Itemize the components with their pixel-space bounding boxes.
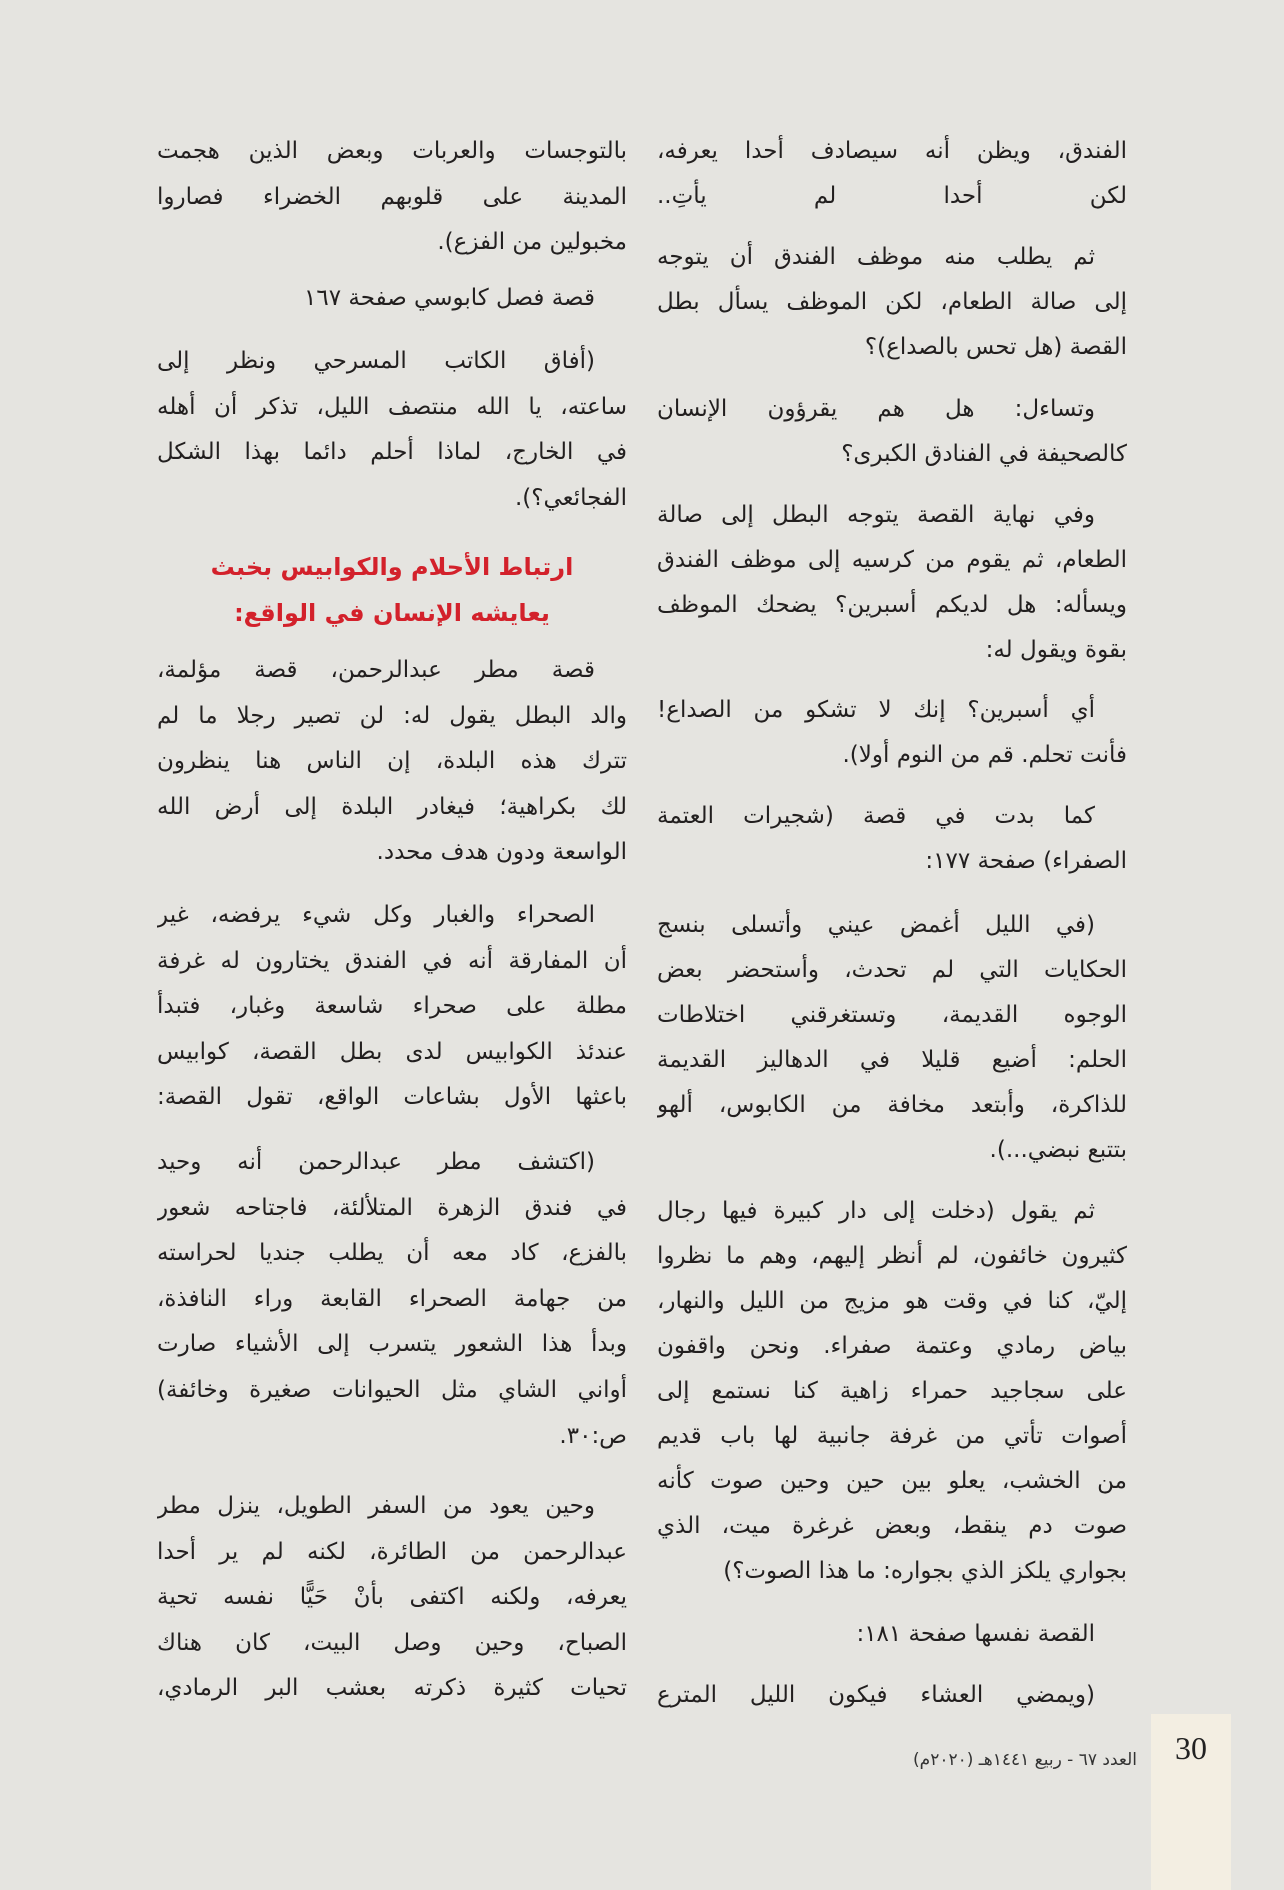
text-line: الحلم: أضيع قليلا في الدهاليز القديمة bbox=[657, 1047, 1127, 1073]
text-line: أواني الشاي مثل الحيوانات صغيرة وخائفة) bbox=[157, 1376, 627, 1403]
text-line: إلى صالة الطعام، لكن الموظف يسأل بطل bbox=[657, 289, 1127, 315]
text-line: في الخارج، لماذا أحلم دائما بهذا الشكل bbox=[157, 439, 627, 466]
paragraph bbox=[657, 129, 1127, 219]
page-number-tab bbox=[1151, 1714, 1231, 1890]
text-line: مخبولين من الفزع). bbox=[437, 229, 627, 256]
text-line: باعثها الأول بشاعات الواقع، تقول القصة: bbox=[157, 1084, 627, 1111]
text-line: الفندق، ويظن أنه سيصادف أحدا يعرفه، bbox=[657, 138, 1127, 164]
text-line: (في الليل أغمض عيني وأتسلى بنسج bbox=[657, 912, 1095, 938]
text-line: من جهامة الصحراء القابعة وراء النافذة، bbox=[157, 1285, 627, 1312]
paragraph bbox=[157, 1140, 627, 1459]
text-line: (اكتشف مطر عبدالرحمن أنه وحيد bbox=[157, 1149, 595, 1175]
text-line: عبدالرحمن من الطائرة، لكنه لم ير أحدا bbox=[157, 1538, 627, 1565]
issue-info: العدد ٦٧ - ربيع ١٤٤١هـ (٢٠٢٠م) bbox=[913, 1750, 1137, 1770]
right-column bbox=[657, 0, 1127, 1730]
text-line: في فندق الزهرة المتلألئة، فاجتاحه شعور bbox=[157, 1194, 627, 1221]
page-number: 30 bbox=[1175, 1730, 1207, 1766]
text-line: (ويمضي العشاء فيكون الليل المترع bbox=[657, 1682, 1095, 1708]
text-line: المدينة على قلوبهم الخضراء فصاروا bbox=[157, 183, 627, 210]
paragraph bbox=[657, 794, 1127, 884]
paragraph bbox=[157, 648, 627, 876]
text-line: تترك هذه البلدة، إن الناس هنا ينظرون bbox=[157, 748, 627, 775]
text-line: من الخشب، يعلو بين حين وحين صوت كأنه bbox=[657, 1468, 1127, 1494]
text-line: قصة فصل كابوسي صفحة ١٦٧ bbox=[304, 285, 595, 311]
paragraph bbox=[657, 1189, 1127, 1594]
text-line: تحيات كثيرة ذكرته بعشب البر الرمادي، bbox=[157, 1675, 627, 1702]
paragraph bbox=[157, 276, 627, 322]
text-line: كما بدت في قصة (شجيرات العتمة bbox=[657, 803, 1095, 829]
text-line: للذاكرة، وأبتعد مخافة من الكابوس، ألهو bbox=[657, 1092, 1127, 1118]
heading-line: ارتباط الأحلام والكوابيس بخبث bbox=[210, 553, 574, 581]
text-line: الصباح، وحين وصل البيت، كان هناك bbox=[157, 1629, 627, 1656]
text-line: كثيرون خائفون، لم أنظر إليهم، وهم ما نظروا bbox=[657, 1243, 1127, 1269]
text-line: الوجوه القديمة، وتستغرقني اختلاطات bbox=[657, 1002, 1127, 1028]
text-line: القصة نفسها صفحة ١٨١: bbox=[856, 1621, 1095, 1647]
text-line: أصوات تأتي من غرفة جانبية لها باب قديم bbox=[657, 1423, 1127, 1449]
text-line: عندئذ الكوابيس لدى بطل القصة، كوابيس bbox=[157, 1038, 627, 1065]
text-line: على سجاجيد حمراء زاهية كنا نستمع إلى bbox=[657, 1378, 1127, 1404]
paragraph bbox=[157, 1484, 627, 1712]
text-line: أن المفارقة أنه في الفندق يختارون له غرفة bbox=[157, 947, 627, 974]
text-line: فأنت تحلم. قم من النوم أولا). bbox=[842, 742, 1127, 768]
text-line: الصفراء) صفحة ١٧٧: bbox=[925, 848, 1127, 874]
text-line: بياض رمادي وعتمة صفراء. ونحن واقفون bbox=[657, 1333, 1127, 1359]
left-column bbox=[157, 0, 627, 1730]
heading-line: يعايشه الإنسان في الواقع: bbox=[234, 599, 550, 627]
text-line: بالتوجسات والعربات وبعض الذين هجمت bbox=[157, 138, 627, 164]
paragraph bbox=[657, 903, 1127, 1173]
text-line: لكن أحدا لم يأتِ.. bbox=[657, 183, 1127, 209]
text-line: الفجائعي؟). bbox=[514, 484, 627, 511]
text-line: وحين يعود من السفر الطويل، ينزل مطر bbox=[157, 1493, 595, 1519]
text-line: الواسعة ودون هدف محدد. bbox=[376, 839, 627, 866]
paragraph bbox=[157, 339, 627, 521]
text-line: مطلة على صحراء شاسعة وغبار، فتبدأ bbox=[157, 993, 627, 1020]
paragraph bbox=[657, 235, 1127, 370]
text-line: ص:٣٠. bbox=[559, 1422, 627, 1449]
text-line: القصة (هل تحس بالصداع)؟ bbox=[864, 334, 1127, 360]
text-line: لك بكراهية؛ فيغادر البلدة إلى أرض الله bbox=[157, 793, 627, 820]
text-line: ويسأله: هل لديكم أسبرين؟ يضحك الموظف bbox=[657, 592, 1127, 618]
text-line: وبدأ هذا الشعور يتسرب إلى الأشياء صارت bbox=[157, 1331, 627, 1358]
text-line: الصحراء والغبار وكل شيء يرفضه، غير bbox=[157, 902, 595, 928]
text-line: ساعته، يا الله منتصف الليل، تذكر أن أهله bbox=[157, 393, 627, 420]
text-line: بالفزع، كاد معه أن يطلب جنديا لحراسته bbox=[157, 1240, 627, 1267]
text-line: أي أسبرين؟ إنك لا تشكو من الصداع! bbox=[657, 697, 1095, 723]
text-line: والد البطل يقول له: لن تصير رجلا ما لم bbox=[157, 702, 627, 729]
text-line: الطعام، ثم يقوم من كرسيه إلى موظف الفندق bbox=[657, 547, 1127, 573]
section-heading bbox=[157, 544, 627, 636]
text-line: كالصحيفة في الفنادق الكبرى؟ bbox=[841, 441, 1127, 467]
text-line: بجواري يلكز الذي بجواره: ما هذا الصوت؟) bbox=[723, 1558, 1127, 1584]
text-line: ثم يقول (دخلت إلى دار كبيرة فيها رجال bbox=[657, 1198, 1095, 1224]
text-line: إليّ، كنا في وقت هو مزيج من الليل والنهار، bbox=[657, 1288, 1127, 1314]
paragraph bbox=[657, 688, 1127, 778]
paragraph bbox=[657, 1673, 1127, 1718]
text-line: قصة مطر عبدالرحمن، قصة مؤلمة، bbox=[157, 657, 595, 683]
paragraph bbox=[157, 893, 627, 1121]
text-line: الحكايات التي لم تحدث، وأستحضر بعض bbox=[657, 957, 1127, 983]
text-line: وتساءل: هل هم يقرؤون الإنسان bbox=[657, 396, 1095, 422]
paragraph bbox=[657, 493, 1127, 673]
text-line: (أفاق الكاتب المسرحي ونظر إلى bbox=[157, 348, 595, 374]
paragraph bbox=[157, 129, 627, 266]
paragraph bbox=[657, 1612, 1127, 1657]
text-line: وفي نهاية القصة يتوجه البطل إلى صالة bbox=[657, 502, 1095, 528]
paragraph bbox=[657, 387, 1127, 477]
text-line: بقوة ويقول له: bbox=[985, 637, 1127, 663]
text-line: ثم يطلب منه موظف الفندق أن يتوجه bbox=[657, 244, 1095, 270]
text-line: بتتبع نبضي...). bbox=[989, 1137, 1127, 1163]
text-line: يعرفه، ولكنه اكتفى بأنْ حَيًّا نفسه تحية bbox=[157, 1584, 627, 1611]
text-line: صوت دم ينقط، وبعض غرغرة ميت، الذي bbox=[657, 1513, 1127, 1539]
